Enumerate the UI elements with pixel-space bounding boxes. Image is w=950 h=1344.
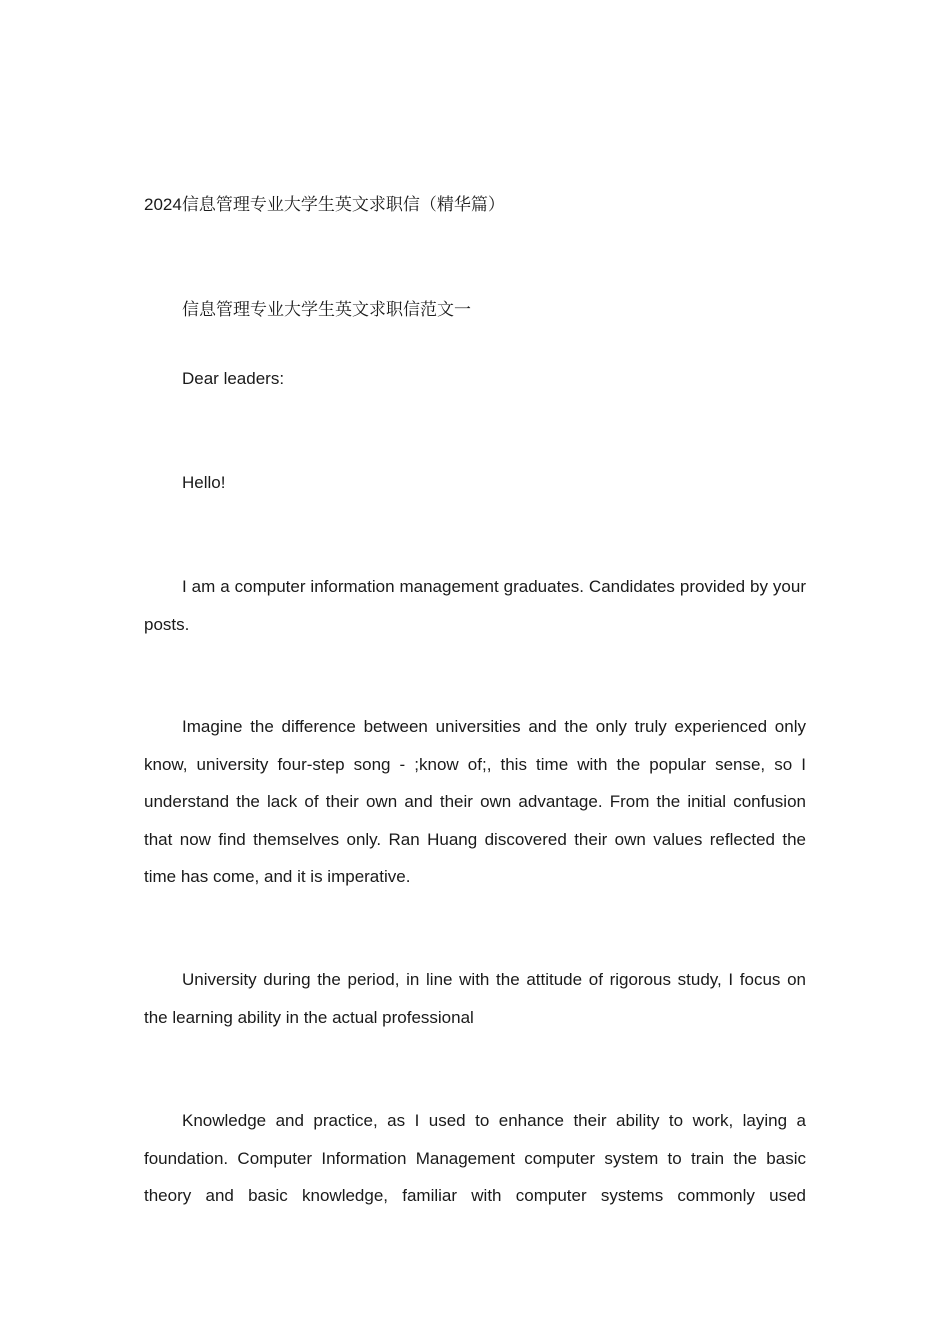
- paragraph-study-attitude: University during the period, in line with the attitude of rigorous study, I focus on the learning ability in the actual professional: [144, 970, 806, 1027]
- paragraph-intro: I am a computer information management graduates. Candidates provided by your posts.: [144, 577, 806, 634]
- salutation: Dear leaders:: [182, 369, 285, 388]
- paragraph-knowledge-practice: [144, 1102, 806, 1215]
- paragraph-knowledge-practice-text: Knowledge and practice, as I used to enhance their ability to work, laying a foundation. Computer Information Management computer system to train the basic theory and basic knowledge, familiar with computer systems commonly used: [144, 1111, 806, 1205]
- paragraph-university-experience: Imagine the difference between universities and the only truly experienced only know, university four-step song - ;know of;, this time with the popular sense, so I understand the lack of their own and their own advantage. From the initial confusion that now find themselves only. Ran Huang discovered their own values reflected the time has come, and it is imperative.: [144, 717, 806, 886]
- document-title: 2024信息管理专业大学生英文求职信（精华篇）: [144, 195, 505, 214]
- section-heading: 信息管理专业大学生英文求职信范文一: [182, 300, 471, 319]
- greeting: Hello!: [182, 473, 226, 492]
